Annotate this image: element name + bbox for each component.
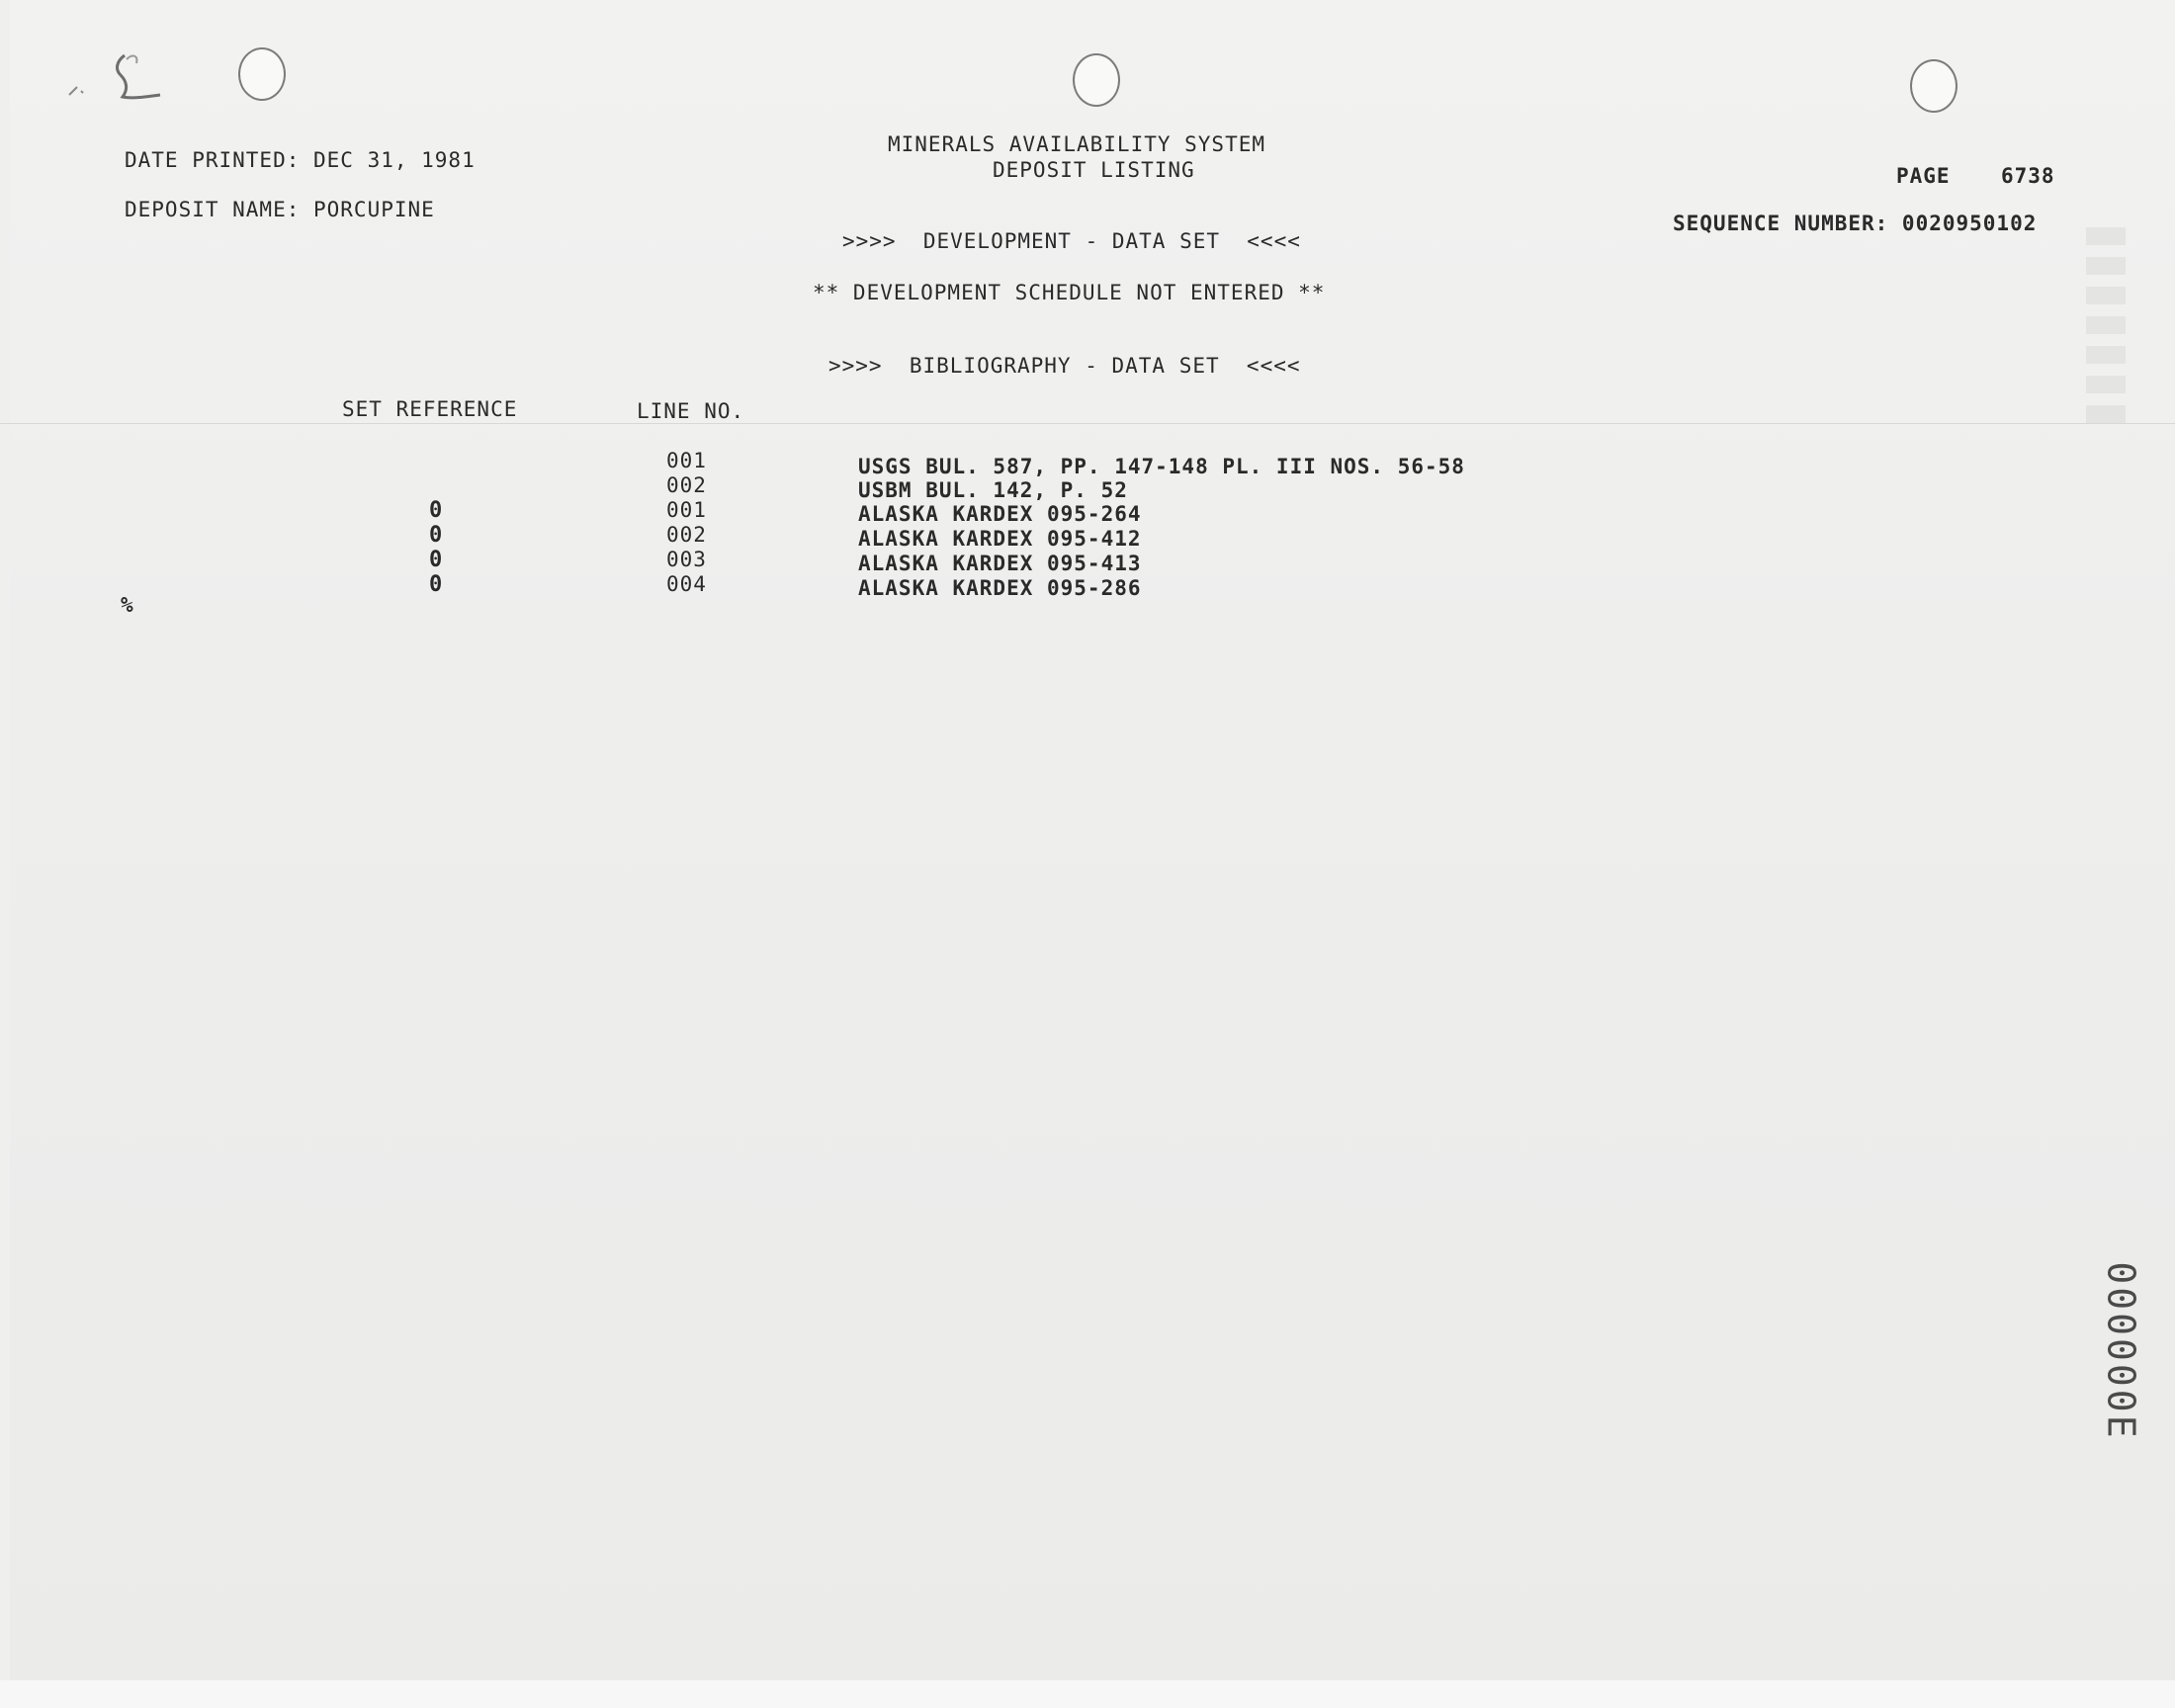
set-reference-cell: 0 (429, 548, 444, 572)
line-no-cell: 002 (666, 473, 707, 497)
deposit-name: DEPOSIT NAME: PORCUPINE (125, 198, 435, 221)
sequence-number: SEQUENCE NUMBER: 0020950102 (1673, 212, 2038, 235)
faint-side-stamp (2086, 227, 2126, 435)
line-no-cell: 002 (666, 523, 707, 547)
set-reference-cell: 0 (429, 498, 444, 523)
line-no-cell: 003 (666, 548, 707, 571)
end-marker: % (121, 593, 134, 617)
line-no-cell: 001 (666, 498, 707, 522)
reference-cell: ALASKA KARDEX 095-413 (858, 552, 1142, 575)
paper-fold-line (0, 423, 2175, 424)
system-title: MINERALS AVAILABILITY SYSTEM (888, 132, 1266, 156)
side-stamp-text: 000000E (2100, 1261, 2143, 1441)
page-number: 6738 (2001, 164, 2055, 188)
reference-cell: USGS BUL. 587, PP. 147-148 PL. III NOS. 56-58 (858, 455, 1465, 478)
reference-cell: ALASKA KARDEX 095-412 (858, 527, 1142, 551)
page-label: PAGE (1896, 164, 1951, 188)
handwritten-mark-icon (63, 45, 172, 115)
line-no-cell: 001 (666, 449, 707, 472)
binder-hole-right (1910, 59, 1958, 113)
development-note: ** DEVELOPMENT SCHEDULE NOT ENTERED ** (813, 281, 1326, 304)
reference-cell: ALASKA KARDEX 095-264 (858, 502, 1142, 526)
date-printed: DATE PRINTED: DEC 31, 1981 (125, 148, 476, 172)
development-heading: >>>> DEVELOPMENT - DATA SET <<<< (842, 229, 1301, 253)
bibliography-heading: >>>> BIBLIOGRAPHY - DATA SET <<<< (828, 354, 1301, 378)
line-no-cell: 004 (666, 572, 707, 596)
listing-title: DEPOSIT LISTING (993, 158, 1195, 182)
column-header-set-reference: SET REFERENCE (342, 397, 518, 421)
column-header-line-no: LINE NO. (637, 399, 745, 423)
reference-cell: USBM BUL. 142, P. 52 (858, 478, 1128, 502)
binder-hole-center (1073, 53, 1120, 107)
binder-hole-left (238, 47, 286, 101)
reference-cell: ALASKA KARDEX 095-286 (858, 576, 1142, 600)
side-stamp (2102, 1247, 2141, 1455)
scan-edge (0, 1680, 2175, 1708)
set-reference-cell: 0 (429, 523, 444, 548)
set-reference-cell: 0 (429, 572, 444, 597)
